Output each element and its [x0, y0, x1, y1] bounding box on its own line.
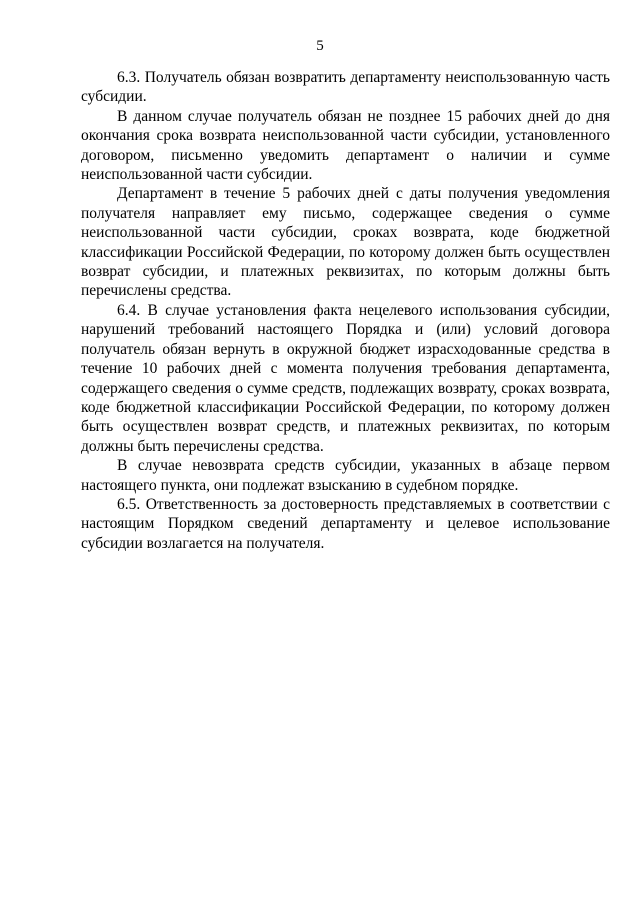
paragraph-6-3: 6.3. Получатель обязан возвратить департаменту неиспользованную часть субсидии. — [81, 69, 610, 106]
paragraph-department-letter: Департамент в течение 5 рабочих дней с даты получения уведомления получателя направляет ему письмо, содержащее сведения о сумме неиспользованной части субсидии, сроках возврата, коде бюджетной классификации Российской Федерации, по которому должен быть осуществлен возврат субсидии, и платежных реквизитах, по которым должны быть перечислены средства. — [81, 185, 610, 300]
page-number: 5 — [316, 38, 324, 54]
paragraph-6-4: 6.4. В случае установления факта нецелевого использования субсидии, нарушений требований настоящего Порядка и (или) условий договора получатель обязан вернуть в окружной бюджет израсходованные средства в течение 10 рабочих дней с момента получения требования департамента, содержащего сведения о сумме средств, подлежащих возврату, сроках возврата, коде бюджетной классификации Российской Федерации, по которому должен быть осуществлен возврат средств, и платежных реквизитах, по которым должны быть перечислены средства. — [81, 301, 610, 455]
document-body — [81, 68, 610, 553]
paragraph-notification-deadline: В данном случае получатель обязан не позднее 15 рабочих дней до дня окончания срока возврата неиспользованной части субсидии, установленного договором, письменно уведомить департамент о наличии и сумме неиспользованной части субсидии. — [81, 107, 610, 184]
paragraph-6-5: 6.5. Ответственность за достоверность представляемых в соответствии с настоящим Порядком сведений департаменту и целевое использование субсидии возлагается на получателя. — [81, 495, 610, 552]
paragraph-court-recovery: В случае невозврата средств субсидии, указанных в абзаце первом настоящего пункта, они подлежат взысканию в судебном порядке. — [81, 457, 610, 494]
